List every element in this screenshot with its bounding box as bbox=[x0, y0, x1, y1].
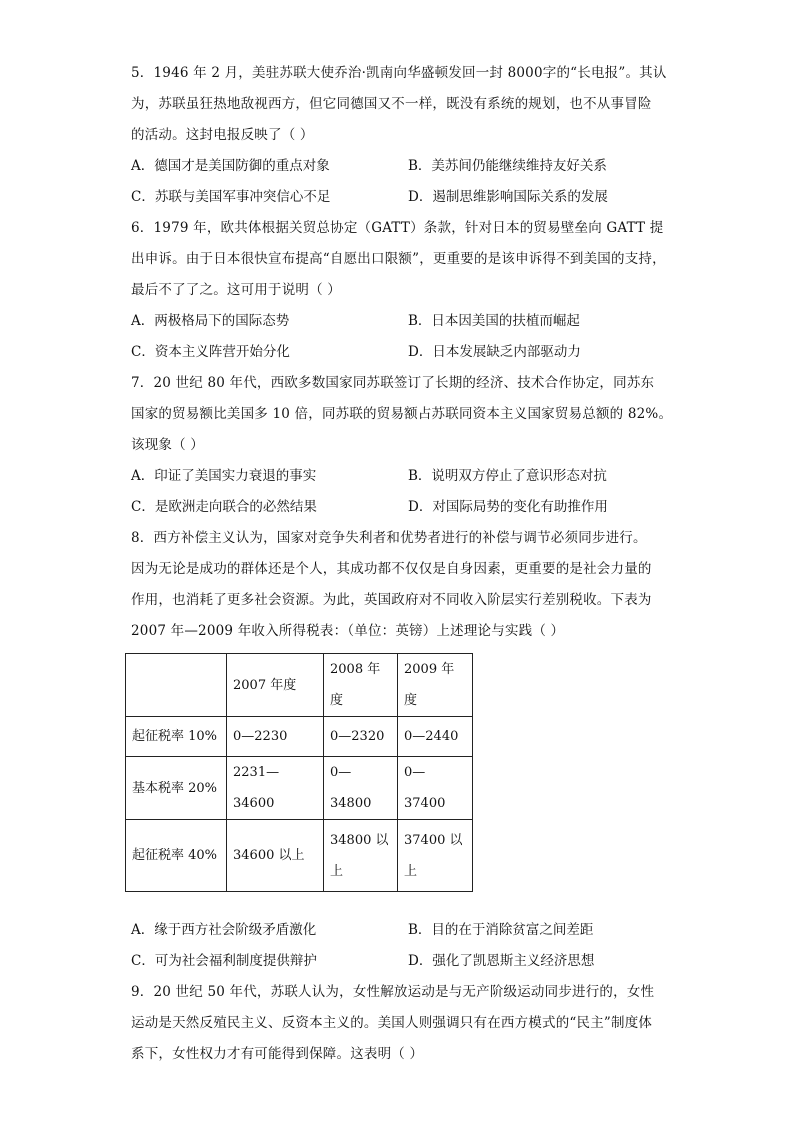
question-5 bbox=[131, 58, 676, 213]
table-row bbox=[126, 717, 473, 757]
question-7-stem-line-1: 7．20 世纪 80 年代，西欧多数国家同苏联签订了长期的经济、技术合作协定，同苏东 bbox=[131, 375, 655, 391]
question-8-option-b[interactable]: B．目的在于消除贫富之间差距 bbox=[408, 922, 594, 938]
question-6-stem-line-1: 6．1979 年，欧共体根据关贸总协定（GATT）条款，针对日本的贸易壁垒向 GATT 提 bbox=[131, 220, 664, 236]
question-7-options-row-2 bbox=[131, 492, 676, 523]
question-6-options-row-2 bbox=[131, 337, 676, 368]
question-8-option-c[interactable]: C．可为社会福利制度提供辩护 bbox=[131, 953, 317, 969]
question-7-stem-line-3: 该现象（ ） bbox=[131, 437, 204, 453]
table-cell: 0—2320 bbox=[324, 717, 398, 757]
table-cell: 34800 以上 bbox=[324, 820, 398, 892]
question-5-stem-line-1: 5．1946 年 2 月，美驻苏联大使乔治·凯南向华盛顿发回一封 8000字的“长电报”。其认 bbox=[131, 65, 667, 81]
table-row bbox=[126, 820, 473, 892]
question-8-stem-line-2: 因为无论是成功的群体还是个人，其成功都不仅仅是自身因素，更重要的是社会力量的 bbox=[131, 561, 652, 577]
question-8-option-a[interactable]: A．缘于西方社会阶级矛盾激化 bbox=[131, 922, 317, 938]
income-tax-table bbox=[125, 653, 473, 892]
question-7-option-a[interactable]: A．印证了美国实力衰退的事实 bbox=[131, 468, 317, 484]
table-cell: 34600 以上 bbox=[227, 820, 324, 892]
table-cell: 2231—34600 bbox=[227, 757, 324, 820]
question-8-stem-line-3: 作用，也消耗了更多社会资源。为此，英国政府对不同收入阶层实行差别税收。下表为 bbox=[131, 592, 652, 608]
question-5-options-row-2 bbox=[131, 182, 676, 213]
question-5-stem-line-3: 的活动。这封电报反映了（ ） bbox=[131, 127, 314, 143]
question-7 bbox=[131, 368, 676, 523]
question-7-option-c[interactable]: C．是欧洲走向联合的必然结果 bbox=[131, 499, 317, 515]
table-row bbox=[126, 757, 473, 820]
question-5-option-b[interactable]: B．美苏间仍能继续维持友好关系 bbox=[408, 158, 607, 174]
question-6-option-d[interactable]: D．日本发展缺乏内部驱动力 bbox=[408, 344, 581, 360]
question-6-stem-line-2: 出申诉。由于日本很快宣布提高“自愿出口限额”，更重要的是该申诉得不到美国的支持， bbox=[131, 251, 666, 267]
question-7-options-row-1 bbox=[131, 461, 676, 492]
question-6-option-b[interactable]: B．日本因美国的扶植而崛起 bbox=[408, 313, 580, 329]
table-header-cell bbox=[126, 654, 227, 717]
question-8-option-d[interactable]: D．强化了凯恩斯主义经济思想 bbox=[408, 953, 595, 969]
question-5-option-a[interactable]: A．德国才是美国防御的重点对象 bbox=[131, 158, 330, 174]
question-9-stem-line-2: 运动是天然反殖民主义、反资本主义的。美国人则强调只有在西方模式的“民主”制度体 bbox=[131, 1015, 653, 1031]
question-7-stem-line-2: 国家的贸易额比美国多 10 倍，同苏联的贸易额占苏联同资本主义国家贸易总额的 82%。 bbox=[131, 406, 673, 422]
question-8-options-row-1 bbox=[131, 915, 676, 946]
table-header-row bbox=[126, 654, 473, 717]
question-8-options-row-2 bbox=[131, 946, 676, 977]
table-cell: 0—34800 bbox=[324, 757, 398, 820]
question-6-option-a[interactable]: A．两极格局下的国际态势 bbox=[131, 313, 290, 329]
question-9-stem-line-3: 系下，女性权力才有可能得到保障。这表明（ ） bbox=[131, 1046, 424, 1062]
question-5-options-row-1 bbox=[131, 151, 676, 182]
question-5-option-c[interactable]: C．苏联与美国军事冲突信心不足 bbox=[131, 189, 331, 205]
exam-page bbox=[131, 58, 676, 1070]
table-cell: 起征税率 40% bbox=[126, 820, 227, 892]
question-8-stem-line-4: 2007 年—2009 年收入所得税表：（单位：英镑）上述理论与实践（ ） bbox=[131, 623, 565, 639]
table-cell: 0—2440 bbox=[398, 717, 473, 757]
question-6-options-row-1 bbox=[131, 306, 676, 337]
table-cell: 37400 以上 bbox=[398, 820, 473, 892]
question-5-option-d[interactable]: D．遏制思维影响国际关系的发展 bbox=[408, 189, 608, 205]
table-cell: 0—2230 bbox=[227, 717, 324, 757]
question-7-option-b[interactable]: B．说明双方停止了意识形态对抗 bbox=[408, 468, 607, 484]
question-6-stem-line-3: 最后不了了之。这可用于说明（ ） bbox=[131, 282, 341, 298]
question-6 bbox=[131, 213, 676, 368]
table-header-cell: 2009 年度 bbox=[398, 654, 473, 717]
question-8 bbox=[131, 523, 676, 977]
table-header-cell: 2008 年度 bbox=[324, 654, 398, 717]
table-header-cell: 2007 年度 bbox=[227, 654, 324, 717]
question-7-option-d[interactable]: D．对国际局势的变化有助推作用 bbox=[408, 499, 608, 515]
question-6-option-c[interactable]: C．资本主义阵营开始分化 bbox=[131, 344, 290, 360]
question-8-stem-line-1: 8．西方补偿主义认为，国家对竞争失利者和优势者进行的补偿与调节必须同步进行。 bbox=[131, 530, 647, 546]
question-5-stem-line-2: 为，苏联虽狂热地敌视西方，但它同德国又不一样，既没有系统的规划，也不从事冒险 bbox=[131, 96, 652, 112]
table-cell: 起征税率 10% bbox=[126, 717, 227, 757]
question-9-stem-line-1: 9．20 世纪 50 年代，苏联人认为，女性解放运动是与无产阶级运动同步进行的，女性 bbox=[131, 984, 655, 1000]
table-cell: 0—37400 bbox=[398, 757, 473, 820]
question-9 bbox=[131, 977, 676, 1070]
table-cell: 基本税率 20% bbox=[126, 757, 227, 820]
